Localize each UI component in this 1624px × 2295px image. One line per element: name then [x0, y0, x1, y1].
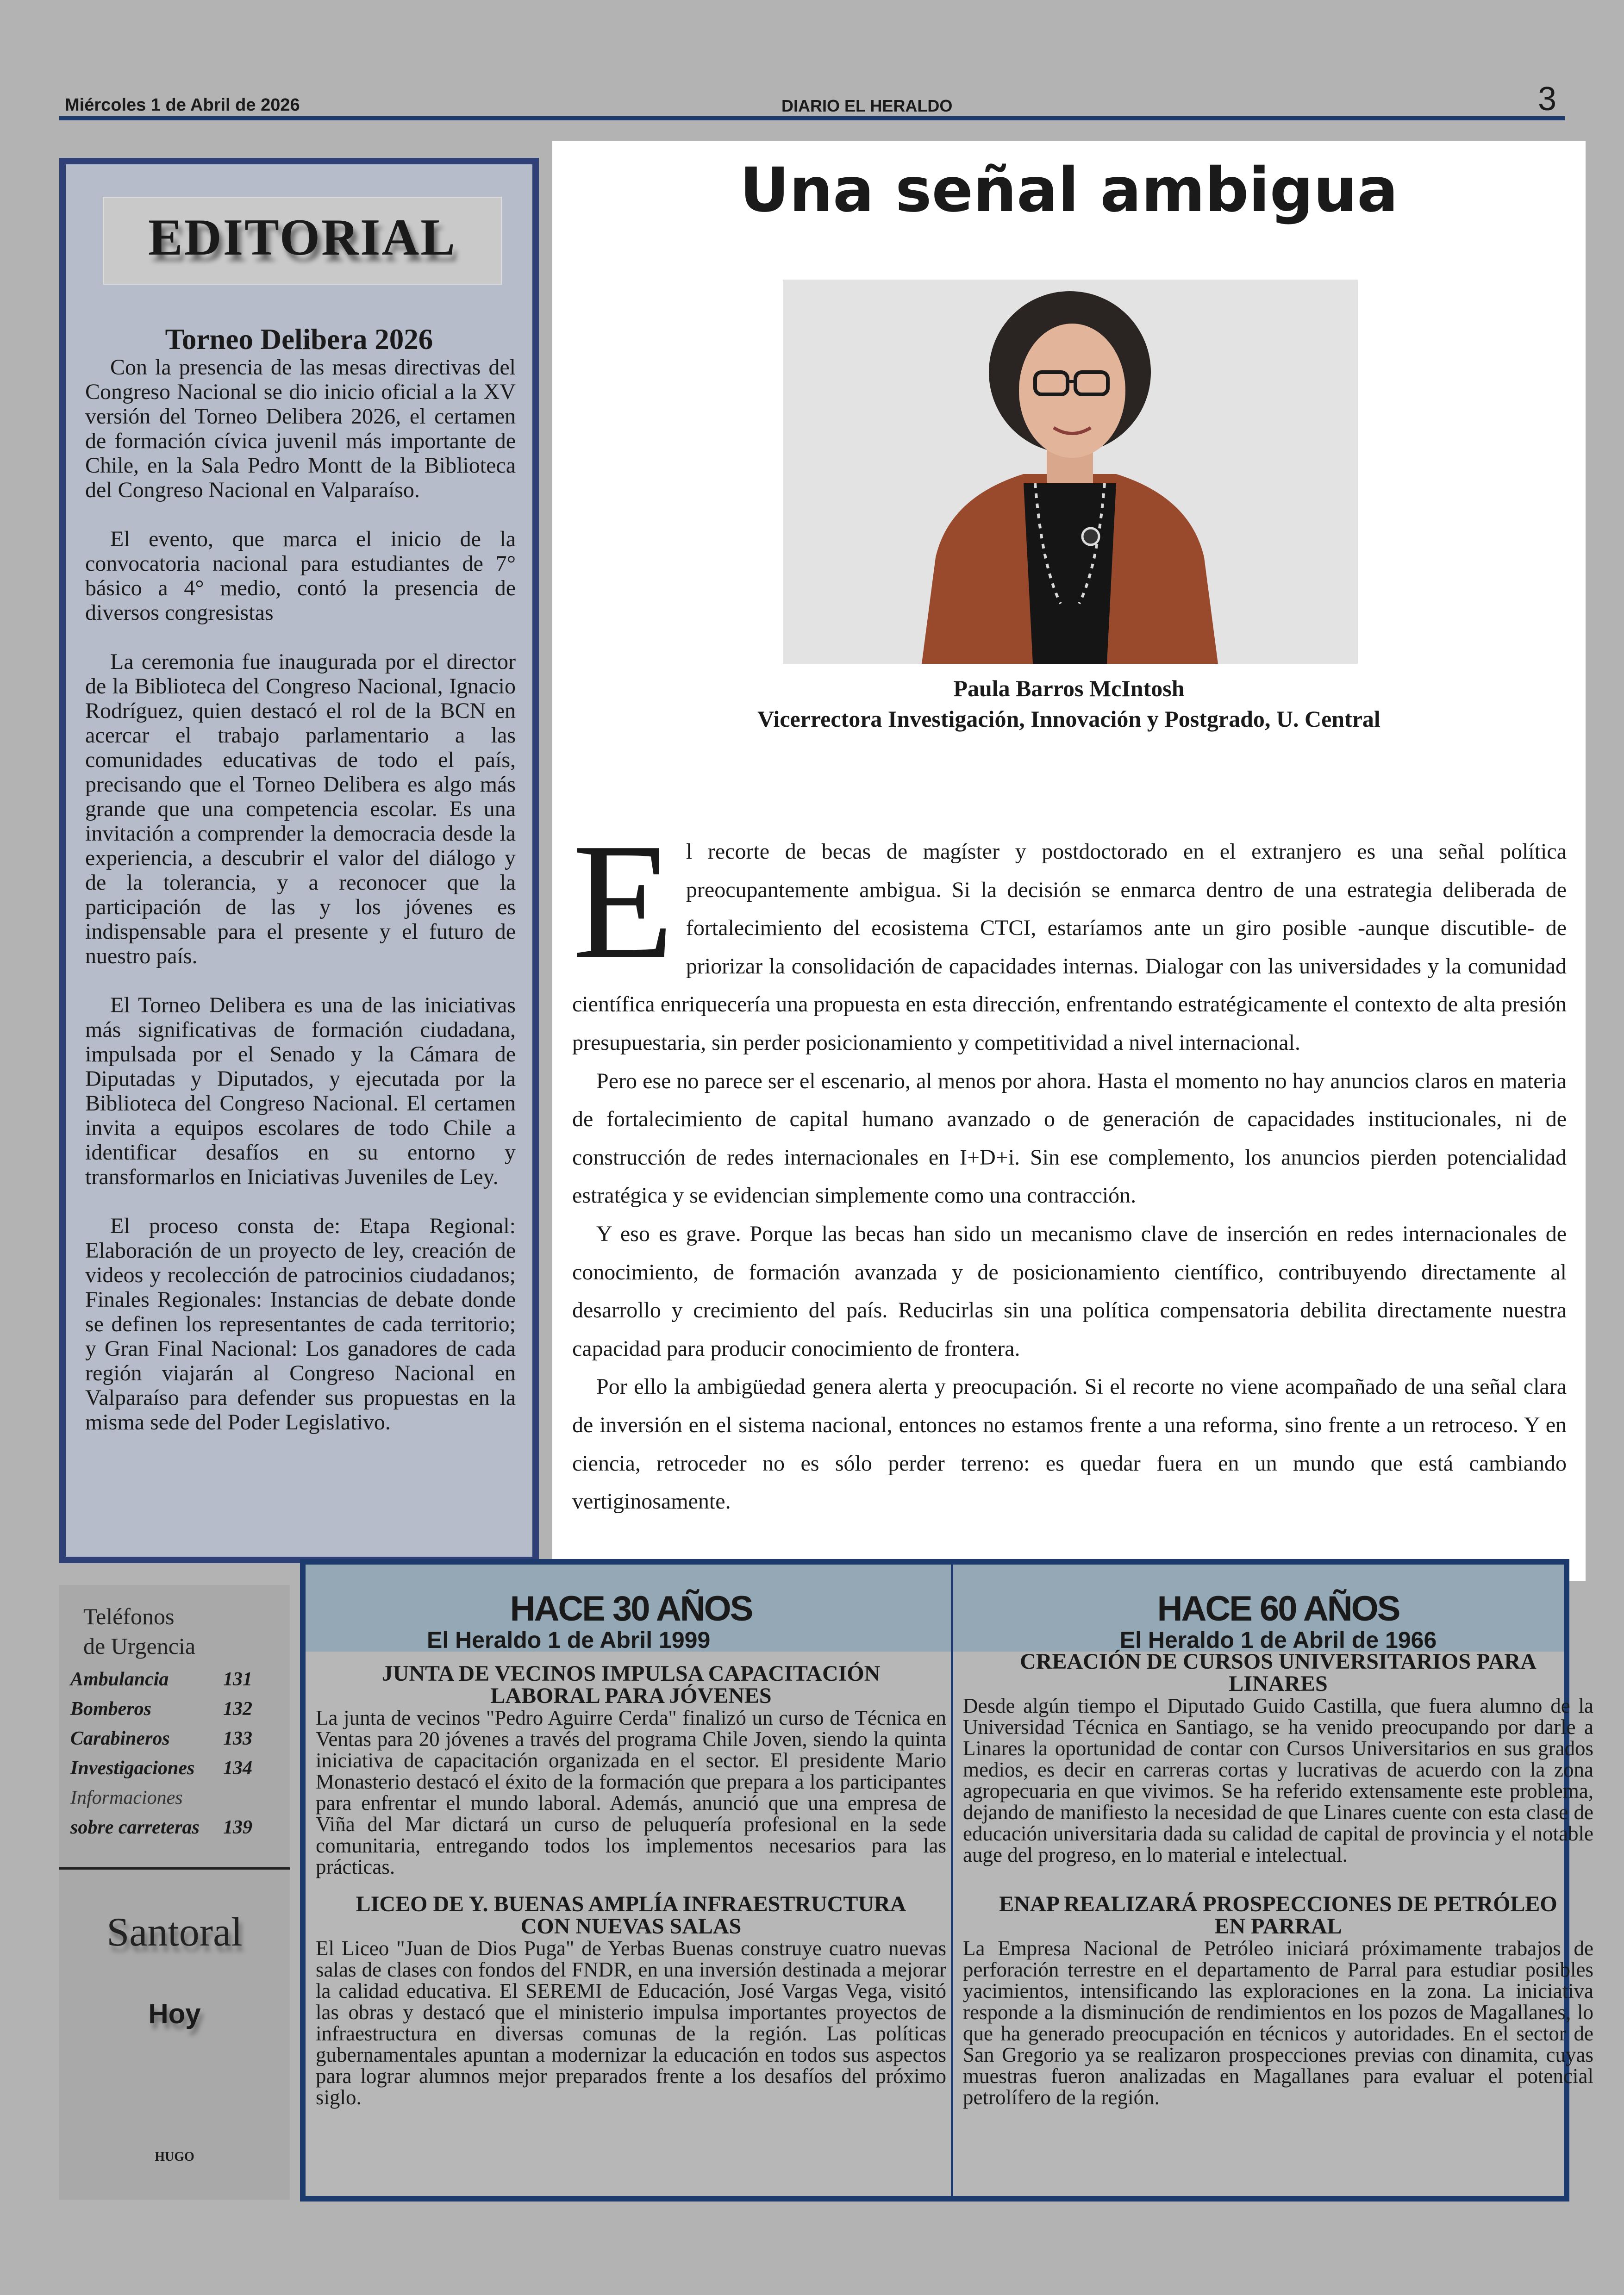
emergency-row	[70, 1816, 274, 1839]
masthead	[59, 82, 1565, 120]
emergency-title-line: de Urgencia	[83, 1633, 196, 1659]
emergency-label: Carabineros	[70, 1728, 170, 1749]
editorial-paragraph: El Torneo Delibera es una de las iniciativas más significativas de formación ciudadana, impulsada por el Senado y la Cámara de Diputadas y Diputados, y ejecutada por la Biblioteca del Congreso Nacional. El certamen invita a equipos escolares de todo Chile a identificar desafíos en su entorno y transformarlos en Iniciativas Juveniles de Ley.	[85, 993, 516, 1189]
editorial-heading: EDITORIAL	[148, 209, 457, 266]
drop-cap: E	[572, 809, 674, 993]
story-body: La Empresa Nacional de Petróleo iniciará próximamente trabajos de perforación terrestre en el departamento de Parral para estudiar posibles yacimientos, intensificando las exploraciones en la zona. La iniciativa responde a la disminución de rendimientos en los pozos de Magallanes, lo que ha generado preocupación en técnicos y autoridades. En el sector de San Gregorio ya se realizaron prospecciones previas con dinamita, cuyas muestras fueron analizadas en Magallanes para evaluar el potencial petrolífero de la región.	[963, 1937, 1593, 2109]
column-divider	[951, 1565, 953, 2196]
story-headline: ENAP REALIZARÁ PROSPECCIONES DE PETRÓLEO EN PARRAL	[999, 1892, 1557, 1939]
editorial-body	[85, 355, 516, 1459]
editorial-paragraph: La ceremonia fue inaugurada por el director de la Biblioteca del Congreso Nacional, Ignacio Rodríguez, quien destacó el rol de la BCN en acercar el trabajo parlamentario a las comunidades educativas de todo el país, precisando que el Torneo Delibera es algo más grande que una competencia escolar. Es una invitación a comprender la democracia desde la experiencia, a descubrir el valor del diálogo y de la tolerancia, y a reconocer que la participación de las y los jóvenes es indispensable para el presente y el futuro de nuestro país.	[85, 649, 516, 968]
story-body: Desde algún tiempo el Diputado Guido Castilla, que fuera alumno de la Universidad Técnica en Santiago, se ha venido preocupando por darle a Linares la oportunidad de contar con Cursos Universitarios en sus grados medios, es decir en carreras cortas y lucrativas de acuerdo con la zona agropecuaria en que vivimos. Se ha referido extensamente este problema, dejando de manifiesto la necesidad de que Linares cuente con esta clase de educación universitaria dada su calidad de capital de provincia y el notable auge del progreso, en lo material e intelectual.	[963, 1694, 1593, 1866]
santoral-today: Hoy	[148, 1998, 201, 2029]
article-paragraph: Por ello la ambigüedad genera alerta y preocupación. Si el recorte no viene acompañado de una señal clara de inversión en el sistema nacional, entonces no estamos frente a una reforma, sino frente a un retroceso. Y en ciencia, retroceder no es sólo perder terreno: es quedar fuera en un mundo que está cambiando vertiginosamente.	[572, 1374, 1567, 1514]
history-box	[300, 1559, 1593, 2201]
divider	[59, 1867, 290, 1870]
article-headline: Una señal ambigua	[739, 155, 1399, 226]
editorial-paragraph: El proceso consta de: Etapa Regional: Elaboración de un proyecto de ley, creación de videos y recolección de patrocinios ciudadanos; Finales Regionales: Instancias de debate donde se definen los representantes de cada territorio; y Gran Final Nacional: Los ganadores de cada región viajarán al Congreso Nacional en Valparaíso para defender sus propuestas en la misma sede del Poder Legislativo.	[85, 1214, 516, 1434]
emergency-number: 133	[223, 1728, 252, 1749]
page-number: 3	[1537, 81, 1556, 118]
emergency-info-label: Informaciones	[70, 1787, 183, 1809]
emergency-row	[70, 1727, 274, 1750]
article-paragraph: Pero ese no parece ser el escenario, al menos por ahora. Hasta el momento no hay anuncios claros en materia de fortalecimiento de capital humano avanzado o de generación de capacidades institucionales, ni de construcción de redes internacionales en I+D+i. Sin ese complemento, los anuncios pierden potencialidad estratégica y se evidencian simplemente como una contracción.	[572, 1068, 1567, 1208]
section-date: El Heraldo 1 de Abril 1999	[427, 1627, 711, 1653]
portrait-photo	[783, 280, 1358, 664]
section-years-heading: HACE 60 AÑOS	[1157, 1589, 1399, 1628]
editorial-column	[59, 158, 539, 1563]
emergency-row	[70, 1757, 274, 1779]
emergency-row	[70, 1698, 274, 1720]
story-headline: LICEO DE Y. BUENAS AMPLÍA INFRAESTRUCTURA CON NUEVAS SALAS	[356, 1892, 906, 1939]
emergency-label: Bomberos	[70, 1698, 152, 1720]
newspaper-name: DIARIO EL HERALDO	[781, 96, 953, 115]
santoral-title: Santoral	[106, 1910, 243, 1955]
emergency-title-line: Teléfonos	[83, 1603, 175, 1629]
article-paragraph	[572, 809, 1567, 1062]
article-paragraph: Y eso es grave. Porque las becas han sido un mecanismo clave de inserción en redes internacionales de conocimiento, de formación avanzada y de posicionamiento científico, contribuyendo directamente al desarrollo y crecimiento del país. Reducirlas sin una política compensatoria debilita directamente nuestra capacidad para producir conocimiento de frontera.	[572, 1221, 1567, 1361]
section-date: El Heraldo 1 de Abril de 1966	[1119, 1627, 1437, 1653]
emergency-number: 139	[223, 1817, 252, 1838]
editorial-title: Torneo Delibera 2026	[165, 323, 433, 355]
editorial-paragraph: El evento, que marca el inicio de la convocatoria nacional para estudiantes de 7° básico a 4° medio, contó la presencia de diversos congresistas	[85, 527, 516, 625]
emergency-label: Ambulancia	[70, 1669, 169, 1690]
opinion-article	[552, 141, 1586, 1581]
santoral-name: HUGO	[155, 2150, 194, 2164]
article-paragraph-text: l recorte de becas de magíster y postdoctorado en el extranjero es una señal política preocupantemente ambigua. Si la decisión se enmarca dentro de una estrategia deliberada de fortalecimiento del ecosistema CTCI, estaríamos ante un giro posible -aunque discutible- de priorizar la consolidación de capacidades internas. Dialogar con las universidades y la comunidad científica enriquecería una propuesta en esta dirección, enfrentando estratégicamente el contexto de alta presión presupuestaria, sin perder posicionamiento y competitividad a nivel internacional.	[572, 839, 1567, 1055]
history-stories	[963, 1651, 1593, 2108]
emergency-row	[70, 1668, 274, 1690]
section-years-heading: HACE 30 AÑOS	[510, 1589, 752, 1628]
issue-date: Miércoles 1 de Abril de 2026	[65, 95, 300, 115]
story-headline: JUNTA DE VECINOS IMPULSA CAPACITACIÓN LABORAL PARA JÓVENES	[381, 1661, 881, 1708]
article-body	[572, 809, 1567, 1521]
history-stories	[316, 1663, 946, 2108]
portrait-illustration	[783, 280, 1358, 664]
photo-caption	[552, 673, 1586, 734]
story-body: La junta de vecinos "Pedro Aguirre Cerda" finalizó un curso de Técnica en Ventas para 20 jóvenes a través del programa Chile Joven, siendo la quinta iniciativa de capacitación organizada en el sector. El presidente Mario Monasterio destacó el éxito de la formación que prepara a los participantes para enfrentar el mundo laboral. Además, anunció que una empresa de Viña del Mar dictará un curso de peluquería profesional en la sede comunitaria, entregando todos los implementos necesarios para las prácticas.	[316, 1706, 946, 1878]
story-body: El Liceo "Juan de Dios Puga" de Yerbas Buenas construye cuatro nuevas salas de clases con fondos del FNDR, en una inversión destinada a mejorar la calidad educativa. El SEREMI de Educación, José Vargas Vega, visitó las obras y destacó que el ministerio impulsa importantes proyectos de infraestructura en diversas comunas de la región. Las políticas gubernamentales apuntan a modernizar la educación en todos sus aspectos para lograr alumnos mejor preparados frente a los desafíos del próximo siglo.	[316, 1937, 946, 2109]
emergency-number: 132	[223, 1698, 252, 1720]
caption-role: Vicerrectora Investigación, Innovación y Postgrado, U. Central	[757, 706, 1380, 732]
caption-name: Paula Barros McIntosh	[953, 675, 1185, 701]
emergency-title	[83, 1602, 195, 1661]
emergency-number: 131	[223, 1669, 252, 1690]
story-headline: CREACIÓN DE CURSOS UNIVERSITARIOS PARA LINARES	[1020, 1649, 1537, 1696]
emergency-label: sobre carreteras	[70, 1817, 200, 1838]
emergency-phones-panel	[59, 1585, 290, 2200]
emergency-label: Investigaciones	[70, 1758, 195, 1779]
editorial-heading-box	[103, 197, 502, 285]
emergency-number: 134	[223, 1758, 252, 1779]
editorial-paragraph: Con la presencia de las mesas directivas del Congreso Nacional se dio inicio oficial a la XV versión del Torneo Delibera 2026, el certamen de formación cívica juvenil más importante de Chile, en la Sala Pedro Montt de la Biblioteca del Congreso Nacional en Valparaíso.	[85, 355, 516, 502]
